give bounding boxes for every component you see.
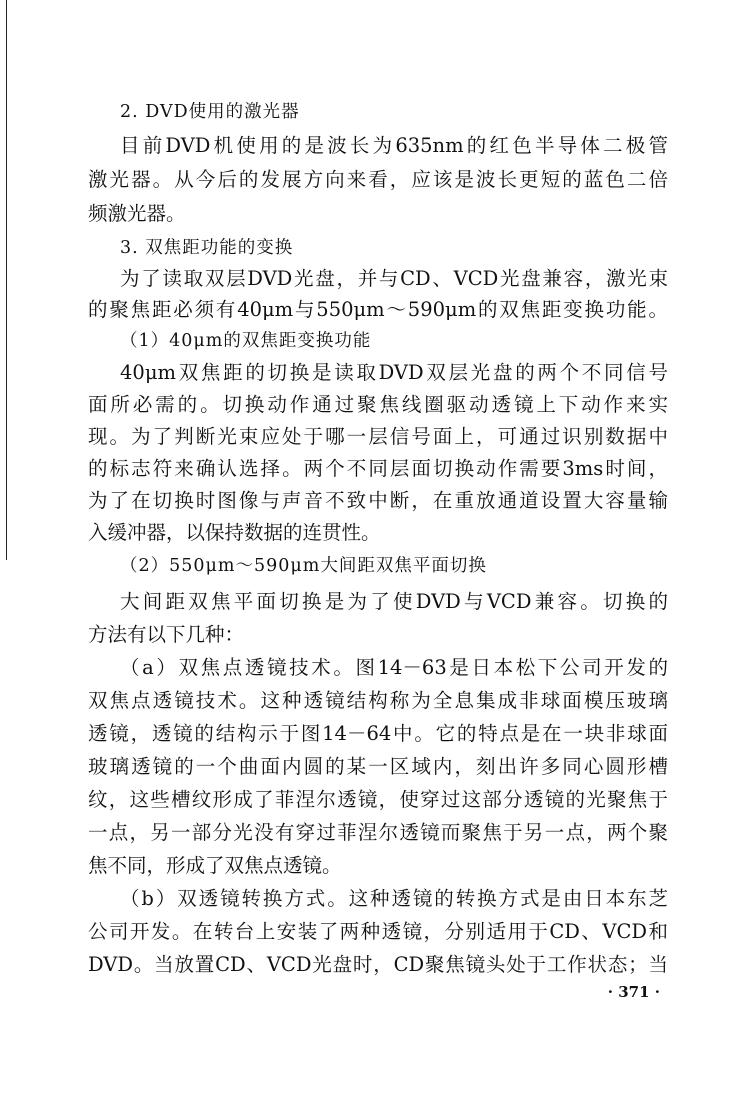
text-line: （a）双焦点透镜技术。图14－63是日本松下公司开发的	[120, 656, 668, 679]
text-line: 公司开发。在转台上安装了两种透镜，分别适用于CD、VCD和	[88, 920, 668, 943]
text-line: 焦不同，形成了双焦点透镜。	[88, 854, 342, 877]
text-line: 为了读取双层DVD光盘，并与CD、VCD光盘兼容，激光束	[120, 267, 668, 290]
text-line: 为了在切换时图像与声音不致中断，在重放通道设置大容量输	[88, 489, 668, 512]
text-line: 一点，另一部分光没有穿过菲涅尔透镜而聚焦于另一点，两个聚	[88, 821, 668, 844]
text-line: 方法有以下几种：	[88, 623, 245, 646]
heading-dvd-laser: 2. DVD使用的激光器	[120, 102, 300, 122]
text-line: （b）双透镜转换方式。这种透镜的转换方式是由日本东芝	[120, 887, 668, 910]
subheading-550um: （2）550μm～590μm大间距双焦平面切换	[120, 556, 487, 576]
text-line: 激光器。从今后的发展方向来看，应该是波长更短的蓝色二倍	[88, 168, 668, 191]
subheading-40um: （1）40μm的双焦距变换功能	[120, 331, 372, 351]
heading-dual-focus: 3. 双焦距功能的变换	[120, 238, 294, 258]
text-line: 的标志符来确认选择。两个不同层面切换动作需要3ms时间，	[88, 457, 668, 480]
text-line: 的聚焦距必须有40μm与550μm～590μm的双焦距变换功能。	[88, 298, 668, 321]
text-line: 40μm双焦距的切换是读取DVD双层光盘的两个不同信号	[120, 361, 668, 384]
text-line: 双焦点透镜技术。这种透镜结构称为全息集成非球面模压玻璃	[88, 689, 668, 712]
page-number: · 371 ·	[607, 983, 660, 1001]
text-line: 目前DVD机使用的是波长为635nm的红色半导体二极管	[120, 134, 668, 157]
text-line: 透镜，透镜的结构示于图14－64中。它的特点是在一块非球面	[88, 722, 668, 745]
text-line: 入缓冲器，以保持数据的连贯性。	[88, 521, 381, 544]
text-line: 纹，这些槽纹形成了菲涅尔透镜，使穿过这部分透镜的光聚焦于	[88, 788, 668, 811]
text-line: 现。为了判断光束应处于哪一层信号面上，可通过识别数据中	[88, 425, 668, 448]
text-line: DVD。当放置CD、VCD光盘时，CD聚焦镜头处于工作状态；当	[88, 953, 668, 976]
text-line: 面所必需的。切换动作通过聚焦线圈驱动透镜上下动作来实	[88, 393, 668, 416]
text-line: 玻璃透镜的一个曲面内圆的某一区域内，刻出许多同心圆形槽	[88, 755, 668, 778]
page-edge-line	[6, 0, 7, 560]
text-line: 频激光器。	[88, 202, 186, 225]
text-line: 大间距双焦平面切换是为了使DVD与VCD兼容。切换的	[120, 590, 668, 613]
